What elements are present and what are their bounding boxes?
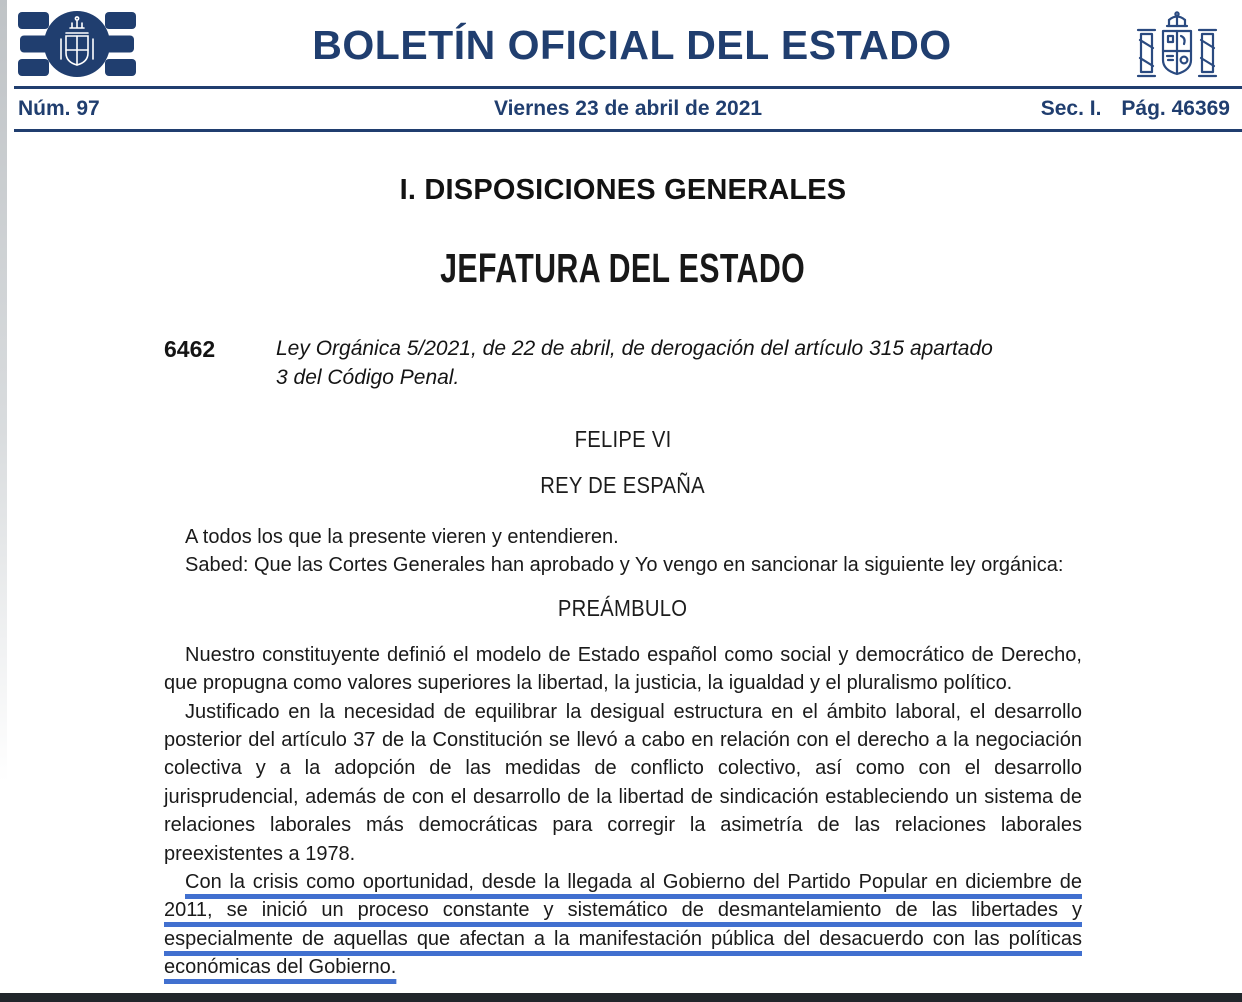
bottom-window-bar <box>0 993 1242 1002</box>
section-page <box>1041 97 1230 121</box>
page-label: Pág. 46369 <box>1121 97 1230 120</box>
issue-date: Viernes 23 de abril de 2021 <box>493 97 763 120</box>
preamble-paragraph: Nuestro constituyente definió el modelo de Estado español como social y democrático de Derecho, que propugna como valores superiores la libertad, la justicia, la igualdad y el pluralismo político. <box>164 643 1082 695</box>
preamble-paragraph: Justificado en la necesidad de equilibrar la desigual estructura en el ámbito laboral, el desarrollo posterior del artículo 37 de la Constitución se llevó a cabo en relación con el derecho a la negociación colectiva y a la adopción de las medidas de conflicto colectivo, así como con el desarrollo jurisprudencial, además de con el desarrollo de la libertad de sindicación estableciendo un sistema de relaciones laborales más democráticas para corregir la asimetría de las relaciones laborales preexistentes a 1978. <box>164 700 1082 865</box>
document-body <box>0 174 1242 982</box>
item-title: Ley Orgánica 5/2021, de 22 de abril, de derogación del artículo 315 apartado 3 del Código Penal. <box>276 337 993 389</box>
law-item <box>164 334 1082 392</box>
monarch-title: REY DE ESPAÑA <box>540 472 706 498</box>
spain-coat-of-arms-icon <box>1126 10 1228 93</box>
masthead <box>0 0 1242 86</box>
masthead-title: BOLETÍN OFICIAL DEL ESTADO <box>312 22 952 68</box>
salutation-paragraph: A todos los que la presente vieren y entendieren. <box>185 526 619 548</box>
issue-number: Núm. 97 <box>18 97 100 120</box>
enactment-paragraph: Sabed: Que las Cortes Generales han aprobado y Yo vengo en sancionar la siguiente ley orgánica: <box>185 554 1064 577</box>
preamble-paragraph-highlighted: Con la crisis como oportunidad, desde la llegada al Gobierno del Partido Popular en diciembre de 2011, se inició un proceso constante y sistemático de desmantelamiento de las libertades y especialmente de aquellas que afectan a la manifestación pública del desacuerdo con las políticas económicas del Gobierno. <box>164 871 1082 979</box>
section-label: Sec. I. <box>1040 97 1102 120</box>
preamble-heading: PREÁMBULO <box>558 594 688 621</box>
infobar <box>14 86 1242 132</box>
section-heading: I. DISPOSICIONES GENERALES <box>399 174 847 206</box>
boe-logo-icon <box>16 9 138 84</box>
issuer-heading: JEFATURA DEL ESTADO <box>440 245 806 291</box>
monarch-name: FELIPE VI <box>574 426 672 452</box>
item-number: 6462 <box>164 336 216 362</box>
